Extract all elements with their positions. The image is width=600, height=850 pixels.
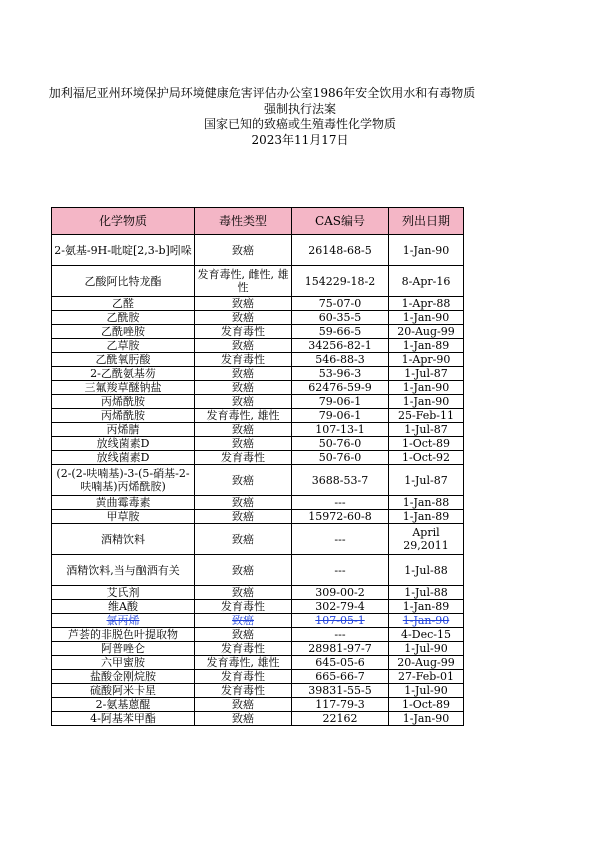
chemical-cell: 放线菌素D bbox=[52, 451, 195, 465]
date-cell: 1-Jan-90 bbox=[389, 381, 464, 395]
date-cell: 1-Jan-90 bbox=[389, 712, 464, 726]
cas-cell: --- bbox=[292, 496, 389, 510]
table-row bbox=[52, 311, 464, 325]
cas-cell: 59-66-5 bbox=[292, 325, 389, 339]
toxicity-cell: 致癌 bbox=[195, 496, 292, 510]
date-cell: 4-Dec-15 bbox=[389, 628, 464, 642]
toxicity-cell: 致癌 bbox=[195, 614, 292, 628]
table-row bbox=[52, 600, 464, 614]
table-row bbox=[52, 555, 464, 586]
table-row bbox=[52, 395, 464, 409]
table-row bbox=[52, 465, 464, 496]
date-cell: 1-Jan-89 bbox=[389, 339, 464, 353]
date-cell: 1-Apr-90 bbox=[389, 353, 464, 367]
date-cell: 1-Jan-88 bbox=[389, 496, 464, 510]
chemical-cell: (2-(2-呋喃基)-3-(5-硝基-2-呋喃基)丙烯酰胺) bbox=[52, 465, 195, 496]
cas-cell: 309-00-2 bbox=[292, 586, 389, 600]
toxicity-cell: 致癌 bbox=[195, 297, 292, 311]
date-cell: 1-Jan-90 bbox=[389, 235, 464, 266]
cas-cell: 39831-55-5 bbox=[292, 684, 389, 698]
chemical-cell: 芦荟的非脱色叶提取物 bbox=[52, 628, 195, 642]
chemical-table bbox=[51, 207, 464, 726]
table-row bbox=[52, 381, 464, 395]
cas-cell: --- bbox=[292, 524, 389, 555]
column-header-toxicity: 毒性类型 bbox=[195, 208, 292, 235]
chemical-cell: 乙酰氧肟酸 bbox=[52, 353, 195, 367]
table-row bbox=[52, 496, 464, 510]
date-cell: 27-Feb-01 bbox=[389, 670, 464, 684]
chemical-cell: 乙醛 bbox=[52, 297, 195, 311]
chemical-cell: 2-氨基蒽醌 bbox=[52, 698, 195, 712]
table-header-row bbox=[52, 208, 464, 235]
toxicity-cell: 发育毒性 bbox=[195, 600, 292, 614]
toxicity-cell: 发育毒性 bbox=[195, 684, 292, 698]
chemical-cell: 丙烯腈 bbox=[52, 423, 195, 437]
toxicity-cell: 发育毒性 bbox=[195, 642, 292, 656]
cas-cell: 665-66-7 bbox=[292, 670, 389, 684]
table-row bbox=[52, 510, 464, 524]
chemical-cell: 黄曲霉毒素 bbox=[52, 496, 195, 510]
toxicity-cell: 致癌 bbox=[195, 339, 292, 353]
cas-cell: 79-06-1 bbox=[292, 395, 389, 409]
date-cell: 1-Jan-90 bbox=[389, 614, 464, 628]
chemical-cell: 酒精饮料,当与酗酒有关 bbox=[52, 555, 195, 586]
date-cell: April 29,2011 bbox=[389, 524, 464, 555]
cas-cell: 50-76-0 bbox=[292, 437, 389, 451]
table-row bbox=[52, 698, 464, 712]
table-body bbox=[52, 235, 464, 726]
table-row bbox=[52, 339, 464, 353]
table-row bbox=[52, 628, 464, 642]
table-row bbox=[52, 656, 464, 670]
table-row bbox=[52, 409, 464, 423]
date-cell: 1-Oct-92 bbox=[389, 451, 464, 465]
toxicity-cell: 致癌 bbox=[195, 510, 292, 524]
cas-cell: 15972-60-8 bbox=[292, 510, 389, 524]
toxicity-cell: 致癌 bbox=[195, 628, 292, 642]
table-row bbox=[52, 684, 464, 698]
date-cell: 1-Jul-87 bbox=[389, 423, 464, 437]
date-cell: 1-Jul-90 bbox=[389, 684, 464, 698]
cas-cell: 62476-59-9 bbox=[292, 381, 389, 395]
chemical-cell: 2-乙酰氨基芴 bbox=[52, 367, 195, 381]
date-cell: 1-Jan-89 bbox=[389, 510, 464, 524]
chemical-cell: 乙酰胺 bbox=[52, 311, 195, 325]
column-header-date: 列出日期 bbox=[389, 208, 464, 235]
table-row bbox=[52, 235, 464, 266]
table-row bbox=[52, 451, 464, 465]
chemical-cell: 4-阿基苯甲酯 bbox=[52, 712, 195, 726]
cas-cell: 107-13-1 bbox=[292, 423, 389, 437]
date-cell: 1-Jul-87 bbox=[389, 465, 464, 496]
toxicity-cell: 发育毒性 bbox=[195, 325, 292, 339]
table-row bbox=[52, 642, 464, 656]
cas-cell: 117-79-3 bbox=[292, 698, 389, 712]
toxicity-cell: 发育毒性, 雄性 bbox=[195, 656, 292, 670]
chemical-cell: 乙酸阿比特龙酯 bbox=[52, 266, 195, 297]
chemical-cell: 盐酸金刚烷胺 bbox=[52, 670, 195, 684]
toxicity-cell: 致癌 bbox=[195, 712, 292, 726]
cas-cell: 53-96-3 bbox=[292, 367, 389, 381]
document-header bbox=[0, 86, 600, 148]
date-cell: 1-Jul-88 bbox=[389, 586, 464, 600]
cas-cell: 302-79-4 bbox=[292, 600, 389, 614]
table-row bbox=[52, 266, 464, 297]
chemical-cell: 六甲蜜胺 bbox=[52, 656, 195, 670]
date-cell: 1-Jan-89 bbox=[389, 600, 464, 614]
document-subtitle: 国家已知的致癌或生殖毒性化学物质 bbox=[203, 117, 396, 131]
date-cell: 25-Feb-11 bbox=[389, 409, 464, 423]
toxicity-cell: 致癌 bbox=[195, 381, 292, 395]
chemical-cell: 2-氨基-9H-吡啶[2,3-b]吲哚 bbox=[52, 235, 195, 266]
chemical-cell: 丙烯酰胺 bbox=[52, 409, 195, 423]
cas-cell: 645-05-6 bbox=[292, 656, 389, 670]
date-cell: 1-Jul-87 bbox=[389, 367, 464, 381]
date-cell: 1-Apr-88 bbox=[389, 297, 464, 311]
chemical-cell: 酒精饮料 bbox=[52, 524, 195, 555]
toxicity-cell: 致癌 bbox=[195, 367, 292, 381]
chemical-cell: 丙烯酰胺 bbox=[52, 395, 195, 409]
cas-cell: --- bbox=[292, 555, 389, 586]
table-row bbox=[52, 297, 464, 311]
toxicity-cell: 致癌 bbox=[195, 465, 292, 496]
date-cell: 20-Aug-99 bbox=[389, 325, 464, 339]
table-row bbox=[52, 325, 464, 339]
chemical-cell: 氯丙烯 bbox=[52, 614, 195, 628]
toxicity-cell: 致癌 bbox=[195, 423, 292, 437]
table-row bbox=[52, 712, 464, 726]
table-row bbox=[52, 670, 464, 684]
chemical-cell: 艾氏剂 bbox=[52, 586, 195, 600]
date-cell: 1-Oct-89 bbox=[389, 698, 464, 712]
chemical-cell: 乙草胺 bbox=[52, 339, 195, 353]
cas-cell: 3688-53-7 bbox=[292, 465, 389, 496]
toxicity-cell: 发育毒性 bbox=[195, 670, 292, 684]
cas-cell: --- bbox=[292, 628, 389, 642]
date-cell: 1-Jul-90 bbox=[389, 642, 464, 656]
column-header-cas: CAS编号 bbox=[292, 208, 389, 235]
document-date: 2023年11月17日 bbox=[251, 132, 349, 147]
toxicity-cell: 致癌 bbox=[195, 524, 292, 555]
toxicity-cell: 发育毒性, 雄性 bbox=[195, 409, 292, 423]
document-title-line-1: 加利福尼亚州环境保护局环境健康危害评估办公室1986年安全饮用水和有毒物质 bbox=[48, 86, 476, 100]
toxicity-cell: 致癌 bbox=[195, 235, 292, 266]
chemical-cell: 乙酰唑胺 bbox=[52, 325, 195, 339]
toxicity-cell: 致癌 bbox=[195, 437, 292, 451]
date-cell: 1-Jan-90 bbox=[389, 395, 464, 409]
toxicity-cell: 致癌 bbox=[195, 698, 292, 712]
cas-cell: 34256-82-1 bbox=[292, 339, 389, 353]
chemical-cell: 三氟羧草醚钠盐 bbox=[52, 381, 195, 395]
chemical-cell: 放线菌素D bbox=[52, 437, 195, 451]
table-row bbox=[52, 586, 464, 600]
table-row bbox=[52, 353, 464, 367]
chemical-cell: 维A酸 bbox=[52, 600, 195, 614]
table-row bbox=[52, 437, 464, 451]
cas-cell: 26148-68-5 bbox=[292, 235, 389, 266]
cas-cell: 75-07-0 bbox=[292, 297, 389, 311]
toxicity-cell: 发育毒性 bbox=[195, 451, 292, 465]
toxicity-cell: 致癌 bbox=[195, 586, 292, 600]
chemical-cell: 甲草胺 bbox=[52, 510, 195, 524]
table-row bbox=[52, 423, 464, 437]
toxicity-cell: 发育毒性, 雌性, 雄性 bbox=[195, 266, 292, 297]
date-cell: 8-Apr-16 bbox=[389, 266, 464, 297]
toxicity-cell: 发育毒性 bbox=[195, 353, 292, 367]
cas-cell: 22162 bbox=[292, 712, 389, 726]
cas-cell: 50-76-0 bbox=[292, 451, 389, 465]
date-cell: 1-Oct-89 bbox=[389, 437, 464, 451]
date-cell: 1-Jul-88 bbox=[389, 555, 464, 586]
date-cell: 20-Aug-99 bbox=[389, 656, 464, 670]
document-title-line-2: 强制执行法案 bbox=[263, 101, 336, 116]
chemical-cell: 硫酸阿米卡星 bbox=[52, 684, 195, 698]
cas-cell: 60-35-5 bbox=[292, 311, 389, 325]
cas-cell: 546-88-3 bbox=[292, 353, 389, 367]
cas-cell: 79-06-1 bbox=[292, 409, 389, 423]
toxicity-cell: 致癌 bbox=[195, 395, 292, 409]
cas-cell: 107-05-1 bbox=[292, 614, 389, 628]
cas-cell: 154229-18-2 bbox=[292, 266, 389, 297]
cas-cell: 28981-97-7 bbox=[292, 642, 389, 656]
date-cell: 1-Jan-90 bbox=[389, 311, 464, 325]
table-row bbox=[52, 524, 464, 555]
chemical-cell: 阿普唑仑 bbox=[52, 642, 195, 656]
table-row bbox=[52, 614, 464, 628]
table-row bbox=[52, 367, 464, 381]
toxicity-cell: 致癌 bbox=[195, 311, 292, 325]
toxicity-cell: 致癌 bbox=[195, 555, 292, 586]
column-header-chemical: 化学物质 bbox=[52, 208, 195, 235]
